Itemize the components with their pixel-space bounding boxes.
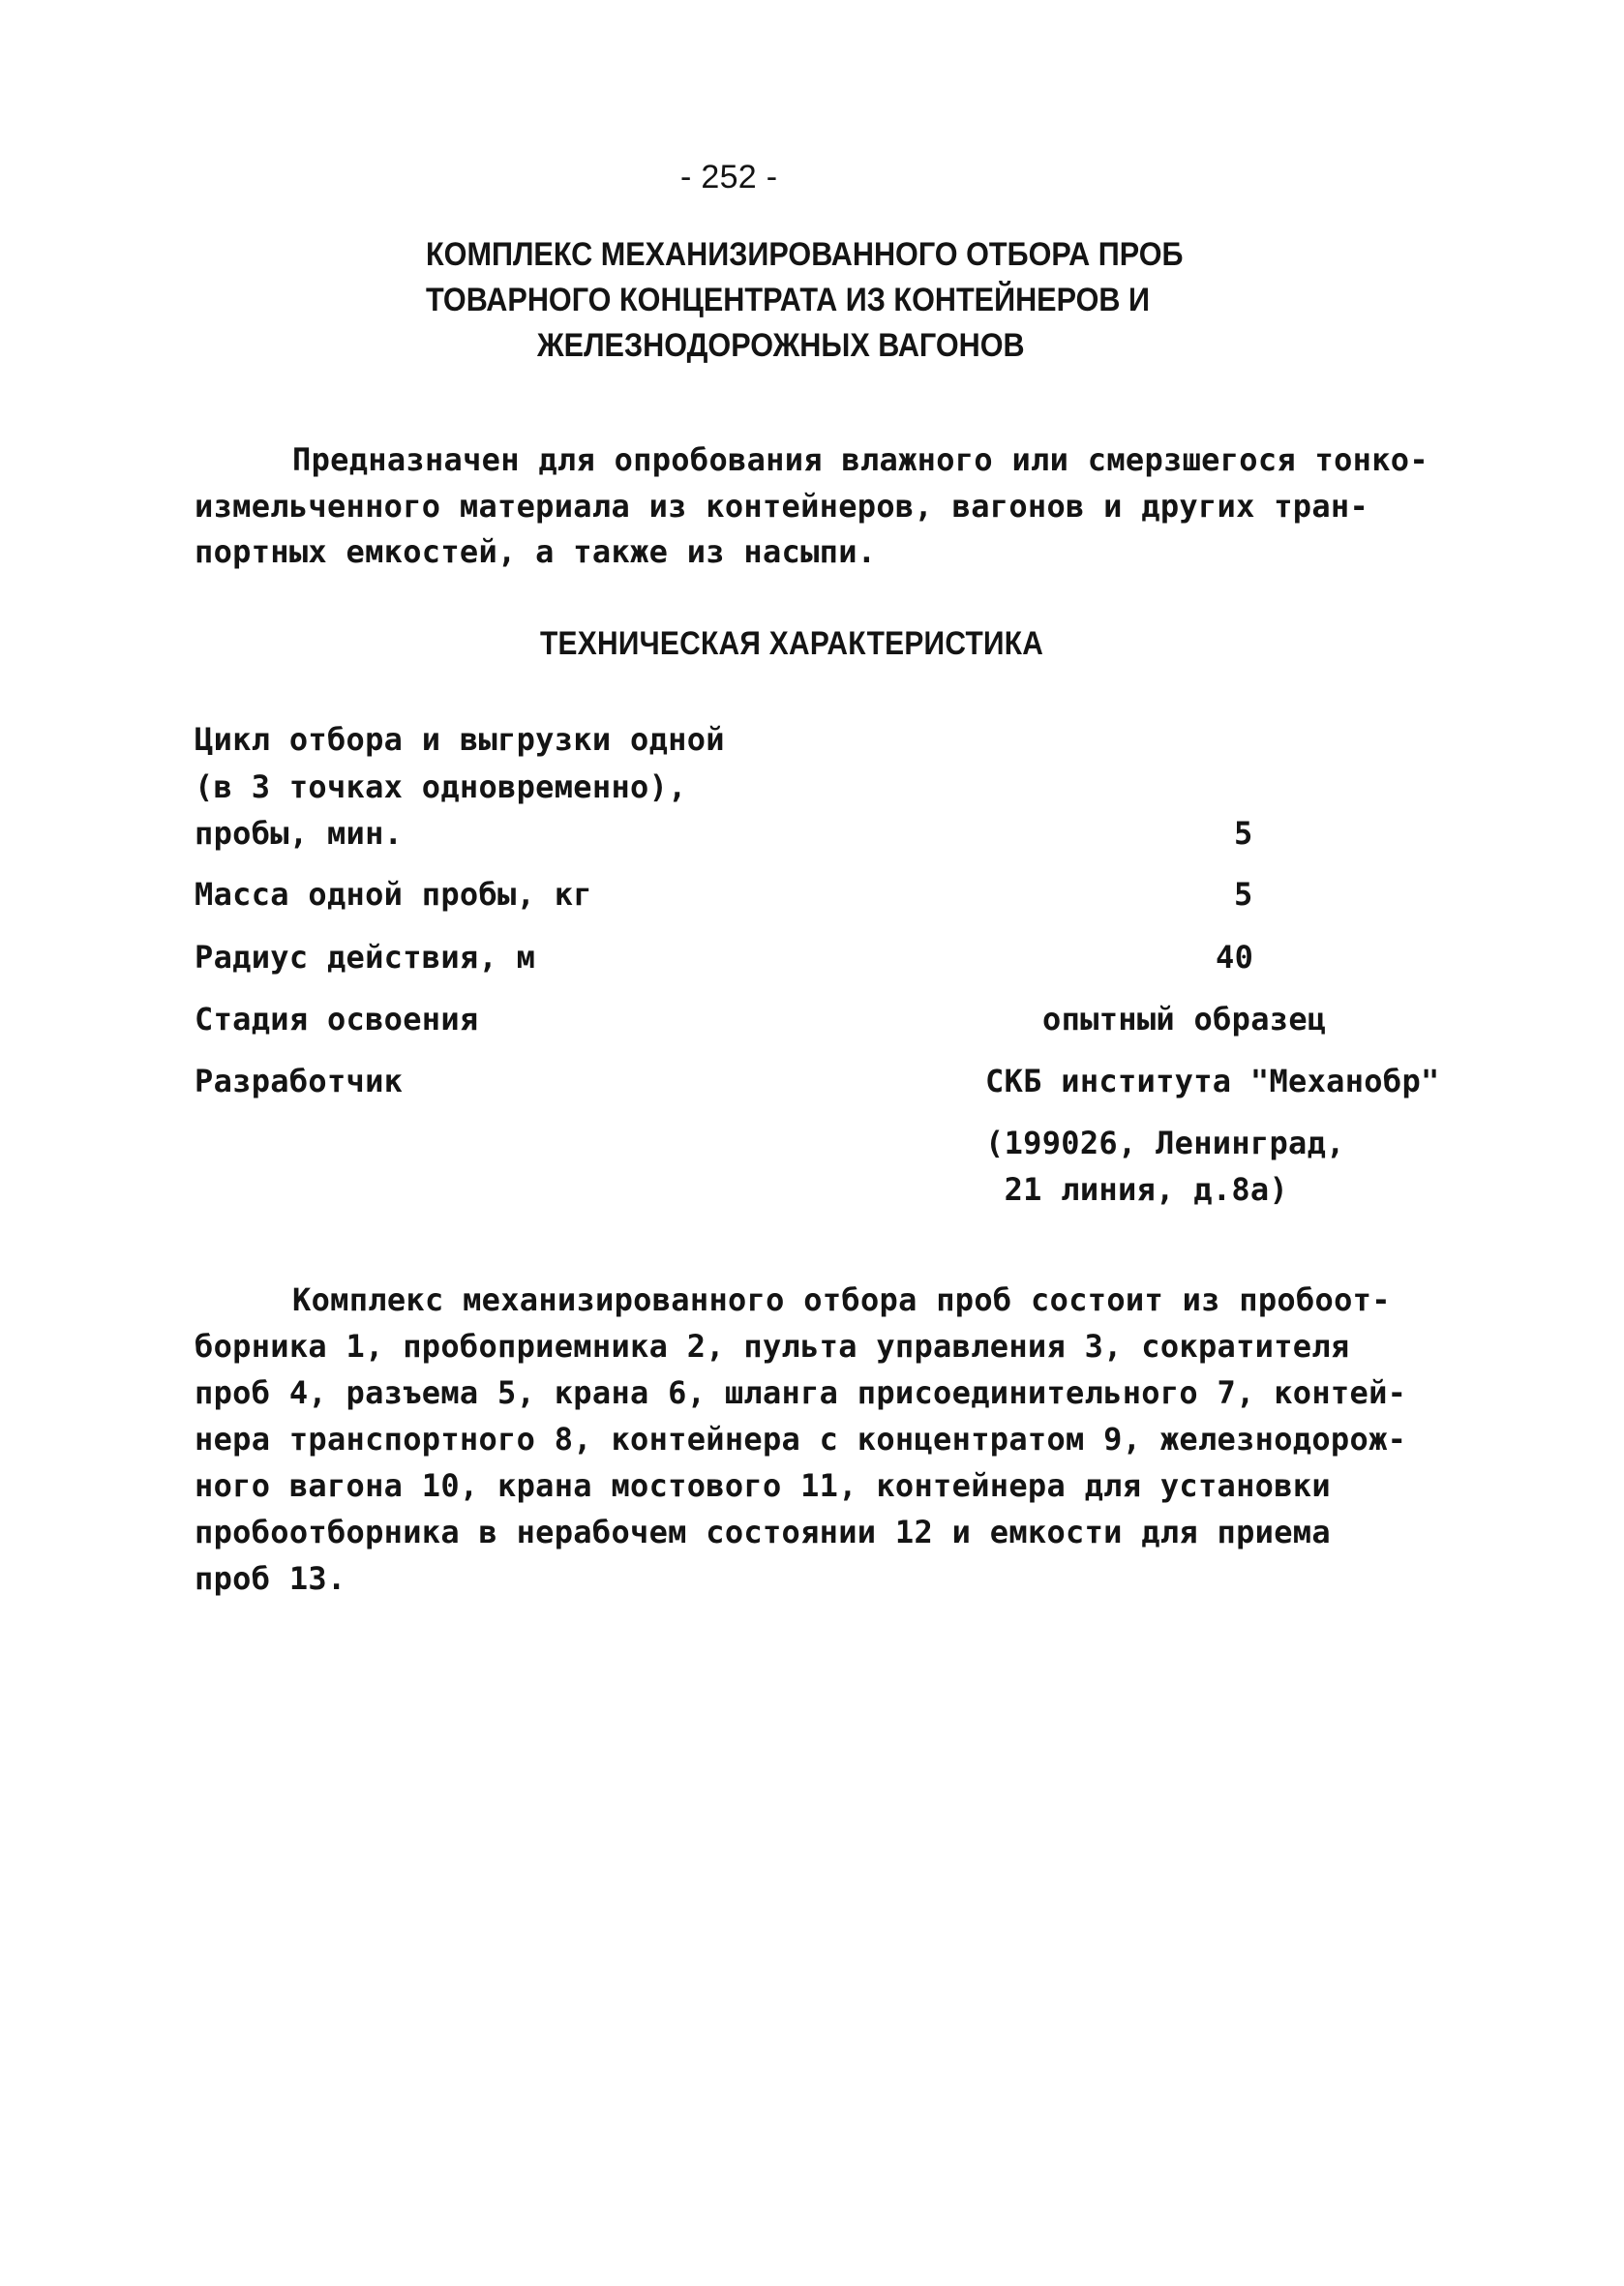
spec-value: опытный образец: [1042, 1001, 1327, 1038]
spec-heading: ТЕХНИЧЕСКАЯ ХАРАКТЕРИСТИКА: [540, 625, 1044, 662]
spec-value: 40: [1216, 939, 1254, 976]
intro-line: измельченного материала из контейнеров, вагонов и других тран-: [195, 488, 1369, 525]
description-line: проб 13.: [195, 1560, 346, 1597]
page-number: - 252 -: [680, 159, 778, 196]
spec-label: (в 3 точках одновременно),: [195, 768, 687, 805]
spec-value: 21 линия, д.8а): [985, 1171, 1289, 1208]
title-line: ЖЕЛЕЗНОДОРОЖНЫХ ВАГОНОВ: [537, 327, 1025, 364]
spec-value: СКБ института "Механобр": [985, 1063, 1440, 1099]
title-line: ТОВАРНОГО КОНЦЕНТРАТА ИЗ КОНТЕЙНЕРОВ И: [426, 282, 1150, 318]
intro-line: Предназначен для опробования влажного или смерзшегося тонко-: [292, 441, 1429, 478]
spec-value: 5: [1234, 815, 1253, 852]
spec-label: пробы, мин.: [195, 815, 404, 852]
description-line: пробоотборника в нерабочем состоянии 12 и емкости для приема: [195, 1514, 1331, 1550]
description-line: борника 1, пробоприемника 2, пульта управления 3, сократителя: [195, 1328, 1350, 1365]
spec-label: Стадия освоения: [195, 1001, 479, 1038]
intro-line: портных емкостей, а также из насыпи.: [195, 533, 877, 570]
description-line: ного вагона 10, крана мостового 11, контейнера для установки: [195, 1467, 1331, 1504]
spec-value: 5: [1234, 876, 1253, 913]
spec-value: (199026, Ленинград,: [985, 1125, 1345, 1161]
spec-label: Цикл отбора и выгрузки одной: [195, 721, 725, 758]
spec-label: Масса одной пробы, кг: [195, 876, 592, 913]
description-line: проб 4, разъема 5, крана 6, шланга присоединительного 7, контей-: [195, 1374, 1407, 1411]
description-line: Комплекс механизированного отбора проб состоит из пробоот-: [292, 1281, 1391, 1318]
description-line: нера транспортного 8, контейнера с концентратом 9, железнодорож-: [195, 1421, 1407, 1458]
spec-label: Разработчик: [195, 1063, 404, 1099]
spec-label: Радиус действия, м: [195, 939, 536, 976]
title-line: КОМПЛЕКС МЕХАНИЗИРОВАННОГО ОТБОРА ПРОБ: [426, 236, 1184, 273]
